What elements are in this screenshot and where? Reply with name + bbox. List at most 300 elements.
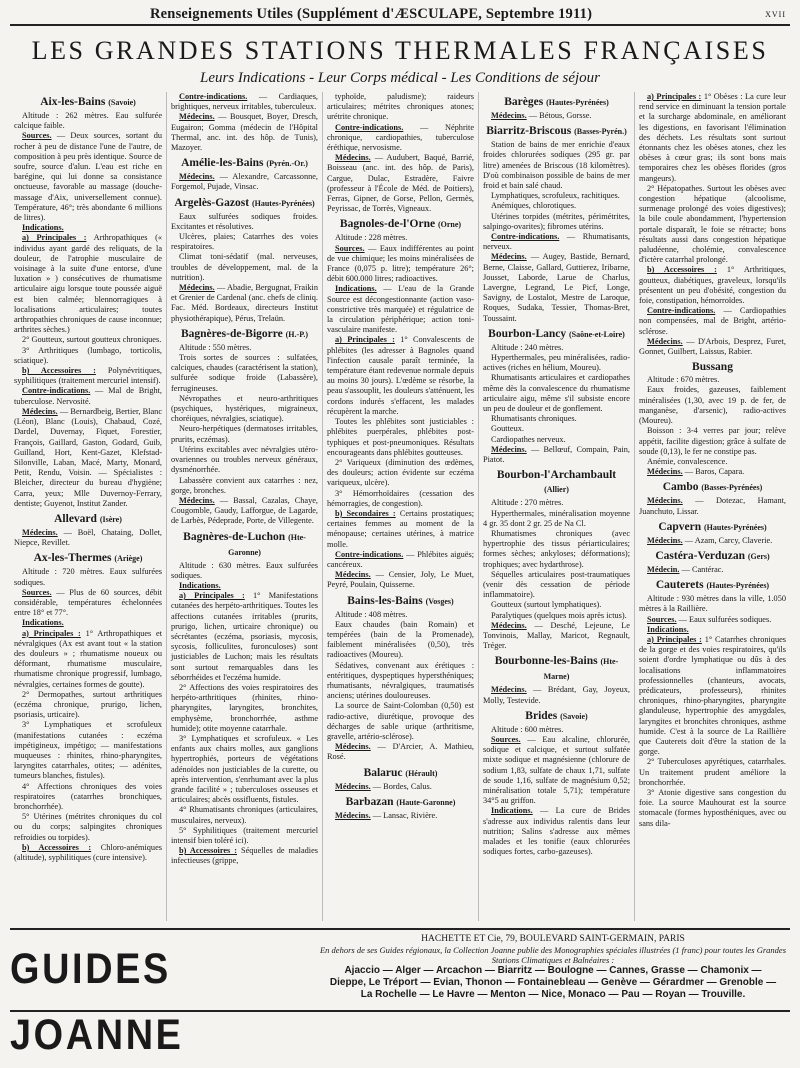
- paragraph-text: — Plus de 60 sources, débit considérable, températures échelonnées entre 18° et 77°.: [14, 587, 163, 618]
- section-label: Contre-indications.: [179, 92, 248, 101]
- station-heading: [171, 196, 318, 211]
- section-label: Médecins.: [335, 810, 371, 820]
- station-heading: [483, 468, 630, 497]
- paragraph-text: — L'eau de la Grande Source est décongestionnante (action vaso-constrictive très marquée) et régulatrice de la circulation périphérique; action toni-vasculaire manifeste.: [327, 284, 474, 335]
- paragraph-text: 5° Syphilitiques (traitement mercuriel intensif bien toléré ici).: [171, 825, 318, 845]
- section-label: Sources.: [335, 243, 365, 253]
- paragraph-text: 4° Rhumatisants chroniques (articulaires, musculaires, nerveux).: [171, 805, 318, 825]
- paragraph-text: Trois sortes de sources : sulfatées, calciques, chaudes (caractérisent la station), sulfurée sodique froide (Labassère), ferrugineuses.: [171, 353, 318, 393]
- paragraph-text: — Bellœuf, Compain, Pain, Piatot.: [483, 444, 630, 465]
- paragraph-text: — Lansac, Rivière.: [372, 810, 438, 820]
- text-paragraph: [327, 123, 474, 154]
- paragraph-text: — Bordes, Calus.: [372, 781, 432, 791]
- station-heading: [639, 578, 786, 593]
- section-label: a) Principales :: [22, 233, 87, 243]
- paragraph-text: Utérins excitables avec névralgies utéro-ovariennes ou troubles nerveux généraux, dysménorrhée.: [171, 444, 318, 475]
- paragraph-text: — La cure de Brides s'adresse aux individus ralentis dans leur nutrition; Salins s'adresse aux mêmes malades et les tonifie (eaux chlorurées sodiques fortes, carbo-gazeuses).: [483, 806, 630, 857]
- section-label: a) Principales :: [179, 591, 245, 601]
- paragraph-text: — Eaux sulfurées sodiques.: [678, 614, 772, 624]
- text-paragraph: [327, 335, 474, 417]
- text-paragraph: [171, 394, 318, 425]
- text-columns: [10, 92, 790, 921]
- text-paragraph: [14, 843, 162, 863]
- text-paragraph: [14, 812, 162, 843]
- text-paragraph: [483, 600, 630, 610]
- column-2: [166, 92, 322, 921]
- advert-description: En dehors de ses Guides régionaux, la Collection Joanne publie des Monographies spéciales illustrées (1 franc) pour toutes les Grandes Stations Climatiques et Balnéaires :: [319, 945, 787, 965]
- paragraph-text: 1° Manifestations cutanées des herpéto-arthritiques. Toutes les affections cutanées irritables (prurits, prurigo, lichen, urticaire chronique) ou sécrétantes (eczéma, psoriasis, mycosis, sycosis, folliculites, furonculoses) sont justiciables de Luchon; mais les résultats sont surtout remarquables dans les séborrhéides et l'eczéma humide.: [171, 591, 319, 682]
- paragraph-text: Altitude : 262 mètres. Eau sulfurée calcique faible.: [14, 111, 162, 131]
- paragraph-text: 1° Arthritiques, goutteux, diabétiques, graveleux, lorsqu'ils présentent un peu d'obésité, congestion du foie, constipation, hémorroïdes.: [639, 265, 786, 306]
- section-label: Indications.: [335, 284, 377, 294]
- section-label: Médecins.: [179, 495, 215, 505]
- station-name: Barbazan: [345, 795, 394, 808]
- paragraph-text: — Cardiopathies non compensées, mal de Bright, artério-sclérose.: [639, 306, 786, 336]
- station-heading: [171, 327, 318, 342]
- station-name: Cauterets: [655, 579, 704, 592]
- paragraph-text: — Mal de Bright, tuberculose. Nervosité.: [14, 386, 162, 406]
- paragraph-text: 3° Hémorrhoïdaires (cessation des hémorragies, de congestion).: [327, 488, 474, 508]
- paragraph-text: Goutteux (surtout lymphatiques).: [491, 600, 602, 610]
- text-paragraph: [483, 424, 630, 434]
- paragraph-text: 1° Arthropathiques et névralgiques (Ax est avant tout « la station des douleurs » ; rhumatisme noueux ou déformant, rhumatisme musculaire, rhumatisme chronique progressif, lumbago, névralgies, certaines formes de goutte).: [14, 628, 163, 689]
- station-heading: [327, 217, 474, 232]
- article-subtitle: Leurs Indications - Leur Corps médical - Les Conditions de séjour: [200, 70, 600, 86]
- guides-joanne-advert: [10, 928, 790, 1059]
- section-label: Médecins.: [647, 336, 683, 346]
- station-name: Allevard: [54, 512, 97, 525]
- paragraph-text: Certains prostatiques; certaines femmes au moment de la ménopause; certaines utérines, à matrice molle.: [327, 508, 474, 549]
- paragraph-text: Hyperthermales, minéralisation moyenne 4 gr. 35 dont 2 gr. 25 de Na Cl.: [483, 508, 630, 528]
- station-department: (Basses-Pyrén.): [574, 127, 627, 137]
- section-label: Médecins.: [179, 112, 215, 122]
- station-heading: [14, 551, 162, 566]
- section-label: Médecins.: [335, 742, 371, 752]
- text-paragraph: [483, 621, 630, 652]
- station-heading: [327, 594, 474, 609]
- text-paragraph: [483, 570, 630, 601]
- station-heading: [483, 124, 630, 139]
- text-paragraph: [327, 509, 474, 550]
- paragraph-text: Hyperthermales, peu minéralisées, radio-actives (riches en hélium, Moureu).: [483, 353, 630, 373]
- text-paragraph: [327, 417, 474, 458]
- station-department: (Vosges): [425, 596, 454, 606]
- text-paragraph: [483, 414, 630, 424]
- paragraph-text: — Eau alcaline, chlorurée, sodique et calcique, et surtout sulfatée mixte sodique et magnésienne (chlorure de sodium 1,83, sulfate de chaux 1,71, sulfate de soude 1,16, sulfate de magnésium 0,52; minéralisation totale 5,71); température 34°5 au griffon.: [483, 734, 631, 806]
- section-label: Médecins.: [179, 172, 215, 182]
- text-paragraph: [327, 550, 474, 570]
- section-label: Médecins.: [491, 111, 527, 120]
- text-paragraph: [639, 565, 786, 575]
- text-paragraph: [14, 111, 162, 131]
- text-paragraph: [639, 496, 786, 516]
- section-label: Contre-indications.: [335, 549, 404, 559]
- paragraph-text: Utérines torpides (métrites, périmétrites, salpingo-ovarites); fibromes utérins.: [483, 211, 630, 231]
- paragraph-text: 3° Atonie digestive sans congestion du foie. La source Mauhourat est la source stomacale (formes hyposthéniques, avec ou sans dila-: [639, 787, 786, 828]
- text-paragraph: [483, 140, 630, 191]
- text-paragraph: [171, 252, 318, 283]
- text-paragraph: [639, 184, 786, 266]
- paragraph-text: — Néphrite chronique, cardiopathies, tuberculose éréthique, nervosisme.: [327, 122, 474, 153]
- advert-address: HACHETTE ET Cie, 79, BOULEVARD SAINT-GERMAIN, PARIS: [421, 934, 685, 944]
- paragraph-text: Cardiopathes nerveux.: [491, 434, 566, 444]
- paragraph-text: — Eaux indifférentes au point de vue chimique; les moins minéralisées de France (0,075 p. litre); température 26°; débit 600.000 litres; radioactives.: [327, 243, 474, 284]
- paragraph-text: Eaux sulfurées sodiques froides. Excitantes et résolutives.: [171, 211, 318, 231]
- section-label: Indications.: [22, 223, 64, 233]
- paragraph-text: La source de Saint-Colomban (0,50) est radio-active, diurétique, provoque des décharges de sable urique (arthritisme, gravelle, artério-sclérose).: [327, 701, 474, 741]
- station-heading: [171, 156, 318, 171]
- section-label: Contre-indications.: [22, 386, 91, 396]
- station-department: (Orne): [437, 220, 462, 230]
- text-paragraph: [171, 424, 318, 444]
- text-paragraph: [327, 661, 474, 702]
- station-department: (H.-P.): [285, 329, 309, 339]
- text-paragraph: [327, 244, 474, 285]
- paragraph-text: Altitude : 228 mètres.: [335, 233, 408, 243]
- station-department: (Basses-Pyrénées): [701, 483, 763, 493]
- text-paragraph: [14, 690, 162, 721]
- running-header: [10, 4, 790, 26]
- station-department: (Gers): [747, 551, 770, 561]
- advert-details: [316, 934, 790, 1001]
- text-paragraph: [483, 373, 630, 414]
- station-department: (Isère): [99, 514, 122, 524]
- section-label: b) Accessoires :: [179, 846, 237, 856]
- text-paragraph: [171, 581, 318, 591]
- section-label: Contre-indications.: [491, 232, 560, 242]
- paragraph-text: — Baros, Capara.: [684, 467, 745, 477]
- text-paragraph: [171, 805, 318, 825]
- station-department: (Ariège): [114, 554, 143, 564]
- station-department: (Hautes-Pyrénées): [706, 581, 770, 591]
- text-paragraph: [171, 112, 318, 153]
- text-paragraph: [639, 426, 786, 457]
- section-label: Médecins.: [335, 781, 371, 791]
- section-label: b) Accessoires :: [22, 842, 92, 852]
- paragraph-text: Paralytiques (quelques mois après ictus).: [491, 610, 627, 620]
- paragraph-text: — Cantérac.: [681, 564, 724, 574]
- text-paragraph: [171, 683, 318, 734]
- station-name: Bagnoles-de-l'Orne: [339, 218, 436, 231]
- text-paragraph: [483, 611, 630, 621]
- text-paragraph: [171, 826, 318, 846]
- paragraph-text: — Bousquet, Boyer, Dresch, Eugairon; Gomma (médecin de l'Hôpital Thermal, anc. int. des hôp. de Tunis), Mazoyer.: [171, 112, 319, 153]
- section-label: a) Principales :: [22, 628, 81, 638]
- section-label: Sources.: [491, 734, 521, 744]
- station-name: Biarritz-Briscous: [486, 125, 572, 138]
- station-name: Bourbonne-les-Bains: [494, 655, 598, 668]
- paragraph-text: Neuro-herpétiques (dermatoses irritables, prurits, eczémas).: [171, 424, 318, 444]
- text-paragraph: [171, 92, 318, 112]
- text-paragraph: [327, 742, 474, 762]
- paragraph-text: Névropathes et neuro-arthritiques (psychiques, hystériques, migraineux, choréiques, névralgies, sciatique).: [171, 393, 318, 424]
- station-department: (Hérault): [405, 768, 438, 778]
- section-label: b) Accessoires :: [22, 366, 96, 376]
- text-paragraph: [14, 366, 162, 386]
- text-paragraph: [14, 407, 162, 509]
- text-paragraph: [483, 201, 630, 211]
- station-department: (Hautes-Pyrénées): [546, 98, 609, 107]
- station-department: (Haute-Garonne): [396, 797, 456, 807]
- text-paragraph: [639, 594, 786, 614]
- text-paragraph: [327, 92, 474, 123]
- section-label: Indications.: [491, 806, 533, 816]
- paragraph-text: Altitude : 240 mètres.: [491, 342, 564, 352]
- text-paragraph: [14, 629, 162, 690]
- text-paragraph: [171, 846, 318, 866]
- text-paragraph: [483, 212, 630, 232]
- paragraph-text: Eaux froides, gazeuses, faiblement minéralisées (1,30, avec 19 p. de fer, de manganèse, d'arsenic), radio-actives (Moureu).: [639, 385, 786, 426]
- page-number: XVII: [765, 10, 786, 19]
- text-paragraph: [171, 734, 318, 805]
- text-paragraph: [171, 561, 318, 581]
- station-name: Castéra-Verduzan: [655, 549, 745, 562]
- paragraph-text: Altitude : 930 mètres dans la ville, 1.050 mètres à la Raillière.: [639, 594, 786, 614]
- paragraph-text: 1° Convalescents de phlébites (les adresser à Bagnoles quand l'infection causale paraît terminée, la température étant redevenue normale depuis au moins 30 jours). L'œdème se résorbe, la peau s'assouplit, les douleurs s'atténuent, les cordons indurés s'effacent, les malades récupèrent la marche.: [327, 335, 475, 416]
- paragraph-text: 2° Tuberculoses apyrétiques, catarrhales. Un traitement prudent améliore la bronchorrhée.: [639, 757, 786, 787]
- station-name: Cambo: [662, 481, 699, 494]
- paragraph-text: Altitude : 408 mètres.: [335, 609, 408, 619]
- text-paragraph: [14, 782, 162, 813]
- paragraph-text: Rhumatismes chroniques (avec hypertrophie des tissus périarticulaires; formes sèches; ankyloses; déformations); trophiques; avec hydarthrose).: [483, 528, 630, 569]
- station-name: Bourbon-l'Archambault: [496, 469, 617, 482]
- text-paragraph: [14, 386, 162, 406]
- paragraph-text: Eaux chaudes (bain Romain) et tempérées (bain de la Promenade), faiblement minéralisées (0,50), très radioactives (Moureu).: [327, 619, 474, 660]
- section-label: Contre-indications.: [335, 122, 404, 132]
- paragraph-text: — Bassal, Cazalas, Chaye, Cougomble, Gaudy, Lafforgue, de Lagarde, de Larbès, Pédeprade, Porte, de Villegente.: [171, 495, 318, 526]
- paragraph-text: — Censier, Joly, Le Muet, Peyré, Poulain, Quisserne.: [327, 570, 474, 590]
- station-heading: [483, 327, 630, 342]
- paragraph-text: — Augey, Bastide, Bernard, Berne, Claisse, Gallard, Guttierez, Iribarne, Jousset, Laborde, Larue de Charlus, Lavergne, Legrand, Le Picf, Longe, Savigny, de Lostalot, Mestre de Laroque, Roques, Sudaka, Tessier, Thomas-Bret, Toussaint.: [483, 252, 630, 323]
- text-paragraph: [171, 232, 318, 252]
- paragraph-text: Boisson : 3-4 verres par jour; relève appétit, facilite digestion; grâce à sulfate de soude (0,13), le fer ne constipe pas.: [639, 426, 786, 456]
- text-paragraph: [483, 232, 630, 252]
- column-5: [634, 92, 790, 921]
- paragraph-text: Goutteux.: [491, 424, 524, 434]
- paragraph-text: Rhumatisants chroniques.: [491, 414, 577, 424]
- paragraph-text: — Alexandre, Carcassonne, Forgemol, Pujade, Vinsac.: [171, 172, 318, 192]
- station-department: (Hautes-Pyrénées): [251, 198, 315, 208]
- text-paragraph: [483, 725, 630, 735]
- paragraph-text: Altitude : 270 mètres.: [491, 498, 564, 508]
- text-paragraph: [327, 782, 474, 792]
- section-label: Médecins.: [22, 527, 58, 537]
- advert-brand: GUIDES JOANNE: [10, 945, 184, 1059]
- text-paragraph: [483, 435, 630, 445]
- advert-cities-line: Ajaccio — Alger — Arcachon — Biarritz — Boulogne — Cannes, Grasse — Chamonix —: [344, 965, 762, 976]
- text-paragraph: [171, 445, 318, 476]
- section-label: Médecins.: [491, 685, 527, 695]
- paragraph-text: Altitude : 670 mètres.: [647, 375, 720, 385]
- text-paragraph: [14, 618, 162, 628]
- section-label: Sources.: [647, 614, 677, 624]
- text-paragraph: [639, 265, 786, 306]
- station-department: (Savoie): [108, 98, 136, 107]
- paragraph-text: Lymphatiques, scrofuleux, rachitiques.: [491, 191, 620, 201]
- station-heading: [483, 95, 630, 110]
- section-label: Médecins.: [335, 570, 371, 580]
- station-name: Amélie-les-Bains: [181, 157, 264, 170]
- paragraph-text: Ulcères, plaies; Catarrhes des voies respiratoires.: [171, 232, 318, 252]
- paragraph-text: — Deux sources, sortant du rocher à peu de distance l'une de l'autre, de composition à peu près identique. Source de soufre, source d'alun. L'eau est riche en barégine, qui lui donne sa consistance onctueuse, favorable au massage (douche-massage d'Aix, universellement connue). Température, 46°; très abondante 6 millions de litres).: [14, 131, 162, 223]
- paragraph-text: 5° Utérines (métrites chroniques du col ou du corps; salpingites chroniques refroidies ou torpides).: [14, 812, 162, 842]
- text-paragraph: [639, 536, 786, 546]
- text-paragraph: [483, 353, 630, 373]
- text-paragraph: [327, 610, 474, 620]
- paragraph-text: — Bernardbeig, Bertier, Blanc (Léon), Blanc (Louis), Chabaud, Cozé, Dardel, Duvernay, Fiquet, Forestier, François, Gaillard, Gaston, Godard, Guib, Guilland, Hort, Kent-Gazet, Klefstad-Silonville, Laban, Macé, Marty, Monard, Petit, Rendu, Voisin. — Spécialistes : Bleicher, directeur du bureau d'hygiène; Carra, yeux; Mlle Duvernoy-Ferrary, dentiste; Guyenot, Institut Zander.: [14, 406, 163, 508]
- text-paragraph: [14, 131, 162, 223]
- paragraph-text: Anémiques, chlorotiques.: [491, 201, 577, 211]
- text-paragraph: [639, 337, 786, 357]
- text-paragraph: [639, 615, 786, 625]
- text-paragraph: [639, 375, 786, 385]
- paragraph-text: — Bétous, Gorsse.: [528, 111, 592, 120]
- section-label: Médecins.: [179, 283, 215, 293]
- text-paragraph: [483, 509, 630, 529]
- station-name: Bagnères-de-Bigorre: [180, 327, 283, 340]
- station-name: Brides: [525, 709, 558, 722]
- text-paragraph: [171, 172, 318, 192]
- station-heading: [639, 520, 786, 535]
- paragraph-text: 1° Obèses : La cure leur rend service en diminuant la tension portale et la surcharge abdominale, en améliorant les digestions, en favorisant l'élimination des déchets. Les résultats sont surtout étonnants chez les obèses atones, chez les obèses à cœur gras; ils sont bons mais temporaires chez les obèses florides (gros mangeurs).: [639, 92, 786, 183]
- paragraph-text: — Cardiaques, brightiques, nerveux irritables, tuberculeux.: [171, 92, 318, 112]
- paragraph-text: — Brédant, Gay, Joyeux, Molly, Testevide.: [483, 685, 631, 705]
- section-label: b) Accessoires :: [647, 265, 717, 275]
- text-paragraph: [483, 685, 630, 705]
- station-heading: [14, 512, 162, 527]
- section-label: a) Principales :: [647, 92, 702, 101]
- text-paragraph: [483, 735, 630, 806]
- section-label: b) Secondaires :: [335, 508, 396, 518]
- paragraph-text: 3° Lymphatiques et scrofuleux (manifestations cutanées : eczéma impétigineux, impétigo; — manifestations muqueuses : rhinites, rhino-pharyngites, laryngites catarrhales, otites; — adénites, tumeurs blanches, fistules).: [14, 720, 162, 781]
- text-paragraph: [639, 757, 786, 788]
- text-paragraph: [483, 191, 630, 201]
- station-heading: [639, 549, 786, 564]
- section-label: Médecins.: [22, 406, 58, 416]
- text-paragraph: [483, 806, 630, 857]
- text-paragraph: [483, 343, 630, 353]
- station-department: (Pyrén.-Or.): [266, 159, 308, 169]
- paragraph-text: Altitude : 630 mètres. Eaux sulfurées sodiques.: [171, 560, 318, 580]
- column-4: [478, 92, 634, 921]
- paragraph-text: — Azam, Carcy, Claverie.: [684, 535, 773, 545]
- section-label: Sources.: [22, 131, 52, 141]
- text-paragraph: [483, 445, 630, 465]
- text-paragraph: [171, 283, 318, 324]
- text-paragraph: [327, 284, 474, 335]
- text-paragraph: [327, 458, 474, 489]
- paragraph-text: — D'Arcier, A. Mathieu, Rosé.: [327, 742, 474, 762]
- paragraph-text: Anémie, convalescence.: [647, 456, 728, 466]
- paragraph-text: — Rhumatisants, nerveux.: [483, 232, 630, 252]
- paragraph-text: — Audubert, Baqué, Barrié, Boisseau (anc. int. des hôp. de Paris), Cargue, Dulac, Estradère, Faivre (professeur à l'École de Méd. de Poitiers), Ferras, Gipner, de Gorse, Pellon, Germès, Peyrissac, de Torrès, Vigneaux.: [327, 153, 475, 214]
- station-heading: [639, 360, 786, 374]
- station-department: (Hautes-Pyrénées): [704, 522, 767, 532]
- paragraph-text: — Phlébites aiguës; cancéreux.: [327, 549, 474, 569]
- paragraph-text: Rhumatisants articulaires et cardiopathes même dès la convalescence du rhumatisme articulaire aigu, même s'il subsiste encore un peu de douleur et de gonflement.: [483, 373, 630, 414]
- text-paragraph: [639, 92, 786, 184]
- station-heading: [327, 766, 474, 781]
- paragraph-text: — Dotezac, Hamant, Juanchuto, Lissar.: [639, 496, 786, 516]
- paragraph-text: 4° Affections chroniques des voies respiratoires (catarrhes bronchiques, bronchorrhée).: [14, 781, 162, 811]
- text-paragraph: [639, 306, 786, 337]
- paragraph-text: 3° Lymphatiques et scrofuleux. « Les enfants aux chairs molles, aux ganglions hypertrophiés, porteurs de végétations adénoïdes non justiciables de la curette, ou après intervention, s'enrhumant avec la plus grande facilité » ; tuberculoses osseuses et articulaires; abcès ossifluents, fistules.: [171, 733, 318, 805]
- paragraph-text: 3° Arthritiques (lumbago, torticolis, sciatique).: [14, 345, 162, 365]
- section-label: Indications.: [179, 580, 221, 590]
- station-name: Capvern: [658, 520, 702, 533]
- header-title: Renseignements Utiles (Supplément d'ÆSCULAPE, Septembre 1911): [150, 6, 593, 22]
- text-paragraph: [639, 788, 786, 829]
- text-paragraph: [14, 223, 162, 233]
- paragraph-text: Chloro-anémiques (altitude), syphilitiques (cure intensive).: [14, 842, 162, 863]
- advert-cities-line: Dieppe, Le Tréport — Evian, Thonon — Fontainebleau — Genève — Gérardmer — Grenoble —: [329, 977, 777, 988]
- section-label: Médecins.: [647, 535, 683, 545]
- section-label: a) Principales :: [647, 634, 702, 644]
- text-paragraph: [327, 570, 474, 590]
- text-paragraph: [327, 811, 474, 821]
- text-paragraph: [639, 467, 786, 477]
- paragraph-text: 2° Affections des voies respiratoires des herpéto-arthritiques (rhinites, rhino-pharyngites, laryngites, bronchites, emphysème, bronchorrhée, asthme humide); otite moyenne catarrhale.: [171, 682, 318, 733]
- paragraph-text: — Desché, Lejeune, Le Tonvinois, Mallay, Maricot, Regnault, Tréger.: [483, 620, 630, 651]
- paragraph-text: Polynévritiques, syphilitiques (traitement mercuriel intensif).: [14, 366, 162, 386]
- paragraph-text: Climat toni-sédatif (mal. nerveuses, troubles de développement, mal. de la nutrition).: [171, 252, 318, 282]
- paragraph-text: 2° Hépatopathes. Surtout les obèses avec congestion hépatique (alcoolisme, surmenage prolongé des voies digestives); la bile coule abondamment, l'hypertension portale disparaît, le foie se rétracte; bons résultats aussi dans congestion hépatique paludéenne, cholémie, convalescence d'ictère catarrhal prolongé.: [639, 183, 786, 265]
- station-name: Bussang: [692, 361, 733, 374]
- text-paragraph: [483, 498, 630, 508]
- station-department: (Allier): [544, 485, 569, 495]
- advert-cities-line: La Rochelle — Le Havre — Menton — Nice, Monaco — Pau — Royan — Trouville.: [360, 989, 746, 1000]
- paragraph-text: Altitude : 600 mètres.: [491, 724, 564, 734]
- station-heading: [14, 95, 162, 110]
- station-name: Ax-les-Thermes: [33, 552, 112, 565]
- text-paragraph: [171, 212, 318, 232]
- station-name: Bourbon-Lancy: [488, 327, 567, 340]
- text-paragraph: [171, 496, 318, 527]
- station-name: Bains-les-Bains: [347, 594, 423, 607]
- paragraph-text: Sédatives, convenant aux érétiques : entéritiques, dyspeptiques hypersthéniques; rhumatisants, névralgiques, traumatisés anciens; utérines douloureuses.: [327, 660, 474, 701]
- station-name: Argelès-Gazost: [174, 196, 250, 209]
- section-label: Sources.: [22, 587, 52, 597]
- text-paragraph: [171, 343, 318, 353]
- paragraph-text: 1° Catarrhes chroniques de la gorge et des voies respiratoires, qu'ils soient d'ordre lymphatique ou dûs à des localisations inflammatoires professionnelles (chanteurs, avocats, prédicateurs, professeurs), rhinites chroniques, rhino-pharyngites, pharyngite glanduleuse, hypertrophie des amygdales, laryngites et bronchites chroniques, asthme humide. C'est à la source de La Raillière que Cauterets doit d'être la station de la gorge.: [639, 634, 786, 757]
- text-paragraph: [639, 385, 786, 426]
- paragraph-text: Toutes les phlébites sont justiciables : phlébites puerpérales, phlébites post-typhiques et post-pneumoniques. Résultats encourageants dans phlébites goutteuses.: [327, 417, 474, 457]
- paragraph-text: Altitude : 550 mètres.: [179, 342, 252, 352]
- section-label: Médecins.: [491, 620, 527, 630]
- section-label: Médecins.: [647, 496, 683, 506]
- text-paragraph: [327, 233, 474, 243]
- paragraph-text: Séquelles de maladies infectieuses (grippe,: [171, 846, 318, 866]
- station-department: (Saône-et-Loire): [569, 329, 625, 339]
- text-paragraph: [327, 620, 474, 661]
- station-department: (Hte-Marne): [543, 657, 619, 682]
- text-paragraph: [483, 252, 630, 323]
- column-3: [322, 92, 478, 921]
- paragraph-text: 2° Variqueux (diminution des œdèmes, des douleurs; action évidente sur eczéma variqueux, ulcère).: [327, 457, 474, 488]
- station-name: Aix-les-Bains: [40, 96, 106, 108]
- paragraph-text: Altitude : 720 mètres. Eaux sulfurées sodiques.: [14, 567, 162, 587]
- text-paragraph: [171, 476, 318, 496]
- station-heading: [639, 480, 786, 495]
- text-paragraph: [14, 233, 162, 335]
- text-paragraph: [639, 625, 786, 635]
- text-paragraph: [171, 591, 318, 683]
- paragraph-text: — Abadie, Bergugnat, Fraikin et Grenier de Cardenal (anc. chefs de cliniq. Fac. Méd. Bordeaux, directeurs Institut physiothérapique), Pérus, Trelaün.: [171, 283, 319, 323]
- paragraph-text: typhoïde, paludisme); raideurs articulaires; métrites chroniques atones; urétrite chronique.: [327, 92, 474, 122]
- text-paragraph: [14, 588, 162, 619]
- paragraph-text: Labassère convient aux catarrhes : nez, gorge, bronches.: [171, 475, 318, 495]
- section-label: Indications.: [22, 618, 64, 628]
